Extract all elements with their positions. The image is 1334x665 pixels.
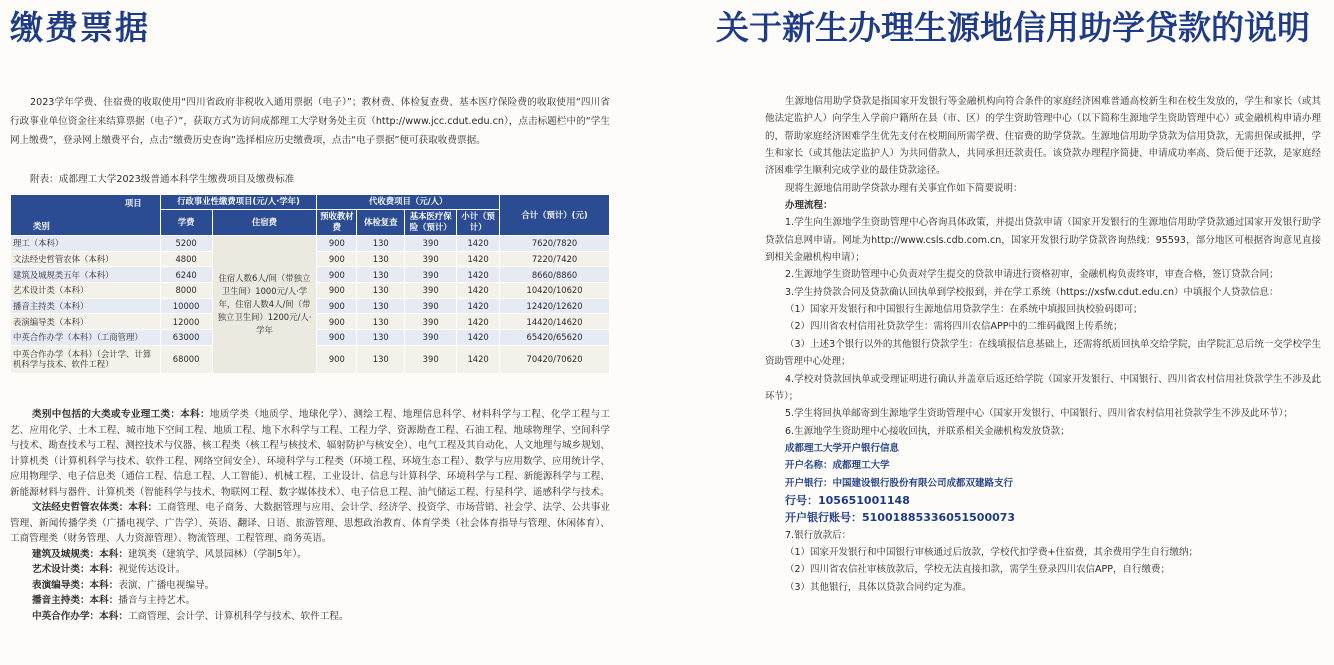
step-4: 4.学校对贷款回执单或受理证明进行确认并盖章后返还给学院（国家开发银行、中国银行、四川省农村信用社贷款学生不涉及此环节）； bbox=[765, 373, 1321, 402]
step-2: 2.生源地学生资助管理中心负责对学生提交的贷款申请进行资格初审，金融机构负责终审，审查合格，签订贷款合同； bbox=[785, 269, 1279, 281]
cell-tuition: 6240 bbox=[160, 267, 212, 283]
header-dorm: 住宿费 bbox=[212, 209, 317, 235]
bank-name: 开户银行：中国建设银行股份有限公司成都双建路支行 bbox=[785, 477, 1014, 489]
major-category-label: 文法经史哲管农体类：本科： bbox=[32, 502, 158, 513]
step-6: 6.生源地学生资助理中心接收回执，并联系相关金融机构发放贷款； bbox=[785, 425, 1070, 437]
cell-tuition: 12000 bbox=[160, 314, 212, 330]
major-category-item bbox=[10, 547, 610, 563]
cell-insurance: 390 bbox=[405, 345, 457, 373]
cell-insurance: 390 bbox=[405, 314, 457, 330]
cell-category: 表演编导类（本科） bbox=[11, 314, 161, 330]
header-total: 合计（预计）(元) bbox=[500, 195, 610, 236]
major-category-label: 表演编导类：本科： bbox=[32, 579, 119, 591]
major-category-label: 播音主持类：本科： bbox=[32, 595, 119, 606]
cell-category: 建筑及城规类五年（本科） bbox=[11, 267, 161, 283]
bank-account-name: 开户名称：成都理工大学 bbox=[785, 460, 890, 472]
bank-account-number: 开户银行账号：51001885336051500073 bbox=[785, 511, 1016, 525]
cell-exam: 130 bbox=[357, 267, 405, 283]
step-7-1: （1）国家开发银行和中国银行审核通过后放款，学校代扣学费+住宿费，其余费用学生自行缴纳； bbox=[785, 546, 1199, 558]
major-category-item bbox=[10, 407, 610, 500]
cell-subtotal: 1420 bbox=[457, 283, 500, 299]
cell-books: 900 bbox=[317, 251, 357, 267]
cell-subtotal: 1420 bbox=[457, 314, 500, 330]
header-tuition: 学费 bbox=[160, 209, 212, 235]
major-category-item bbox=[10, 593, 610, 609]
loan-notice: 现将生源地信用助学贷款办理有关事宜作如下简要说明： bbox=[785, 182, 1023, 194]
page-title-loan: 关于新生办理生源地信用助学贷款的说明 bbox=[716, 8, 1310, 47]
cell-books: 900 bbox=[317, 298, 357, 314]
cell-tuition: 4800 bbox=[160, 251, 212, 267]
major-category-item bbox=[10, 562, 610, 578]
step-7-2: （2）四川省农信社审核放款后，学校无法直接扣款，需学生登录四川农信APP，自行缴费； bbox=[785, 564, 1171, 576]
loan-intro: 生源地信用助学贷款是指国家开发银行等金融机构向符合条件的家庭经济困难普通高校新生和在校生发放的，学生和家长（或其他法定监护人）向学生入学前户籍所在县（市、区）的学生资助管理中心（以下简称生源地学生资助管理中心）或金融机构申请办理的，帮助家庭经济困难学生优先支付在校期间所需学费、住宿费的助学贷款。生源地信用助学贷款为信用贷款，无需担保或抵押，学生和家长（或其他法定监护人）为共同借款人，共同承担还款责任。该贷款办理程序简捷、申请成功率高、贷后便于还款，是家庭经济困难学生顺利完成学业的最佳贷款途径。 bbox=[765, 96, 1321, 177]
table-row bbox=[11, 236, 610, 252]
cell-exam: 130 bbox=[357, 251, 405, 267]
cell-category: 理工（本科） bbox=[11, 236, 161, 252]
step-7: 7.银行放款后： bbox=[785, 529, 852, 541]
cell-total: 70420/70620 bbox=[500, 345, 610, 373]
step-3-2: （2）四川省农村信用社贷款学生：需将四川农信APP中的二维码截图上传系统； bbox=[785, 321, 1123, 333]
cell-total: 65420/65620 bbox=[500, 330, 610, 346]
step-1: 1.学生向生源地学生资助管理中心咨询具体政策，并提出贷款申请（国家开发银行的生源地信用助学贷款通过国家开发银行助学贷款信息网申请。网址为http://www.csls.cdb.com.cn，国家开发银行助学贷款咨询热线：95593，部分地区可根据咨询意见直接到相关金融机构申请）； bbox=[765, 217, 1321, 264]
table-corner-header bbox=[11, 195, 161, 236]
cell-subtotal: 1420 bbox=[457, 330, 500, 346]
cell-tuition: 8000 bbox=[160, 283, 212, 299]
cell-category: 中英合作办学（本科）（会计学、计算机科学与技术、软件工程） bbox=[11, 345, 161, 373]
major-category-text: 建筑类（建筑学、风景园林）（学制5年）。 bbox=[127, 548, 307, 560]
cell-books: 900 bbox=[317, 330, 357, 346]
cell-books: 900 bbox=[317, 236, 357, 252]
cell-books: 900 bbox=[317, 267, 357, 283]
bank-info-heading: 成都理工大学开户银行信息 bbox=[785, 442, 900, 454]
major-category-label: 建筑及城规类：本科： bbox=[32, 548, 128, 560]
cell-tuition: 68000 bbox=[160, 345, 212, 373]
cell-total: 10420/10620 bbox=[500, 283, 610, 299]
step-5: 5.学生将回执单邮寄到生源地学生资助管理中心（国家开发银行、中国银行、四川省农村信用社贷款学生不涉及此环节）； bbox=[785, 408, 1293, 420]
cell-category: 文法经史哲管农体（本科） bbox=[11, 251, 161, 267]
cell-category: 中英合作办学（本科）（工商管理） bbox=[11, 330, 161, 346]
cell-tuition: 63000 bbox=[160, 330, 212, 346]
header-proxy-group: 代收费项目（元/人） bbox=[317, 195, 500, 210]
cell-insurance: 390 bbox=[405, 236, 457, 252]
cell-books: 900 bbox=[317, 283, 357, 299]
cell-exam: 130 bbox=[357, 236, 405, 252]
cell-insurance: 390 bbox=[405, 298, 457, 314]
header-insurance: 基本医疗保险（预计） bbox=[405, 209, 457, 235]
cell-total: 7220/7420 bbox=[500, 251, 610, 267]
step-3-1: （1）国家开发银行和中国银行生源地信用贷款学生：在系统中填报回执校验码即可； bbox=[785, 304, 1143, 316]
step-7-3: （3）其他银行，具体以贷款合同约定为准。 bbox=[785, 581, 972, 593]
major-category-text: 地质学类（地质学、地球化学）、测绘工程、地理信息科学、材料科学与工程、化学工程与工艺、应用化学、土木工程、城市地下空间工程、地质工程、地下水科学与工程、工程力学、资源勘查工程、石油工程、地球物理学、空间科学与技术、勘查技术与工程、测控技术与仪器、核工程类（核工程与核技术、辐射防护与核安全）、电气工程及其自动化、人文地理与城乡规划、计算机类（计算机科学与技术、软件工程、网络空间安全）、环境科学与工程类（环境工程、环境生态工程）、数学与应用数学、应用统计学、应用物理学、电子信息类（通信工程、信息工程、人工智能）、机械工程、工业设计、信息与计算科学、环境科学与工程、新能源科学与工程、新能源材料与器件、计算机类（智能科学与技术、物联网工程、数字媒体技术）、电子信息工程、油气储运工程、行星科学、遥感科学与技术。 bbox=[10, 409, 610, 498]
cell-subtotal: 1420 bbox=[457, 267, 500, 283]
process-title: 办理流程： bbox=[785, 200, 833, 212]
step-3-3: （3）上述3个银行以外的其他银行贷款学生：在线填报信息基础上，还需将纸质回执单交给学院，由学院汇总后统一交学校学生资助管理中心处理； bbox=[765, 338, 1321, 368]
cell-exam: 130 bbox=[357, 298, 405, 314]
cell-insurance: 390 bbox=[405, 251, 457, 267]
cell-dorm-fee: 住宿人数6人/间（带独立卫生间）1000元/人·学年，住宿人数4人/间（带独立卫生间）1200元/人·学年 bbox=[212, 236, 317, 374]
major-category-label: 艺术设计类：本科： bbox=[32, 564, 119, 575]
cell-subtotal: 1420 bbox=[457, 236, 500, 252]
cell-exam: 130 bbox=[357, 345, 405, 373]
cell-exam: 130 bbox=[357, 314, 405, 330]
cell-total: 8660/8860 bbox=[500, 267, 610, 283]
major-category-text: 视觉传达设计。 bbox=[118, 564, 186, 575]
major-category-item bbox=[10, 500, 610, 547]
cell-subtotal: 1420 bbox=[457, 251, 500, 267]
right-page bbox=[667, 0, 1334, 665]
major-category-text: 播音与主持艺术。 bbox=[118, 595, 196, 606]
page-title-fee-receipt: 缴费票据 bbox=[10, 8, 150, 47]
cell-category: 艺术设计类（本科） bbox=[11, 283, 161, 299]
corner-category-label: 类别 bbox=[33, 221, 50, 231]
corner-item-label: 项目 bbox=[124, 198, 142, 208]
fee-table bbox=[10, 194, 610, 374]
major-category-label: 中英合作办学：本科： bbox=[32, 610, 128, 622]
loan-body bbox=[765, 93, 1321, 596]
header-books: 预收教材费 bbox=[317, 209, 357, 235]
fee-receipt-intro: 2023学年学费、住宿费的收取使用“四川省政府非税收入通用票据（电子）”；教材费、体检复查费、基本医疗保险费的收取使用“四川省行政事业单位资金往来结算票据（电子）”，获取方式为访问成都理工大学财务处主页（http://www.jcc.cdut.edu.cn），点击标题栏中的“学生网上缴费”，登录网上缴费平台，点击“缴费历史查询”选择相应历史缴费项，点击“电子票据”便可获取收费票据。 bbox=[10, 97, 610, 147]
bank-number: 行号：105651001148 bbox=[785, 493, 910, 507]
major-category-item bbox=[10, 609, 610, 625]
major-category-text: 表演、广播电视编导。 bbox=[118, 579, 215, 591]
cell-subtotal: 1420 bbox=[457, 298, 500, 314]
header-subtotal: 小计（预计） bbox=[457, 209, 500, 235]
majors-list bbox=[10, 407, 610, 624]
cell-insurance: 390 bbox=[405, 283, 457, 299]
cell-insurance: 390 bbox=[405, 330, 457, 346]
cell-total: 12420/12620 bbox=[500, 298, 610, 314]
cell-subtotal: 1420 bbox=[457, 345, 500, 373]
header-admin-group: 行政事业性缴费项目(元/人·学年) bbox=[160, 195, 317, 210]
cell-tuition: 10000 bbox=[160, 298, 212, 314]
cell-category: 播音主持类（本科） bbox=[11, 298, 161, 314]
major-category-text: 工商管理、电子商务、大数据管理与应用、会计学、经济学、投资学、市场营销、社会学、法学、公共事业管理、新闻传播学类（广播电视学、广告学）、英语、翻译、日语、旅游管理、思想政治教育、体育学类（社会体育指导与管理、休闲体育）、工商管理类（财务管理、人力资源管理）、物流管理、工程管理、商务英语。 bbox=[10, 502, 611, 544]
major-category-item bbox=[10, 578, 610, 594]
attachment-caption: 附表：成都理工大学2023级普通本科学生缴费项目及缴费标准 bbox=[30, 174, 295, 185]
cell-exam: 130 bbox=[357, 330, 405, 346]
cell-insurance: 390 bbox=[405, 267, 457, 283]
cell-books: 900 bbox=[317, 314, 357, 330]
cell-exam: 130 bbox=[357, 283, 405, 299]
major-category-label: 类别中包括的大类或专业理工类：本科： bbox=[32, 409, 210, 420]
cell-total: 14420/14620 bbox=[500, 314, 610, 330]
cell-tuition: 5200 bbox=[160, 236, 212, 252]
cell-total: 7620/7820 bbox=[500, 236, 610, 252]
major-category-text: 工商管理、会计学、计算机科学与技术、软件工程。 bbox=[127, 610, 349, 622]
header-exam: 体检复查 bbox=[357, 209, 405, 235]
step-3: 3.学生持贷款合同及贷款确认回执单到学校报到，并在学工系统（https://xsfw.cdut.edu.cn）中填报个人贷款信息： bbox=[785, 286, 1279, 298]
cell-books: 900 bbox=[317, 345, 357, 373]
